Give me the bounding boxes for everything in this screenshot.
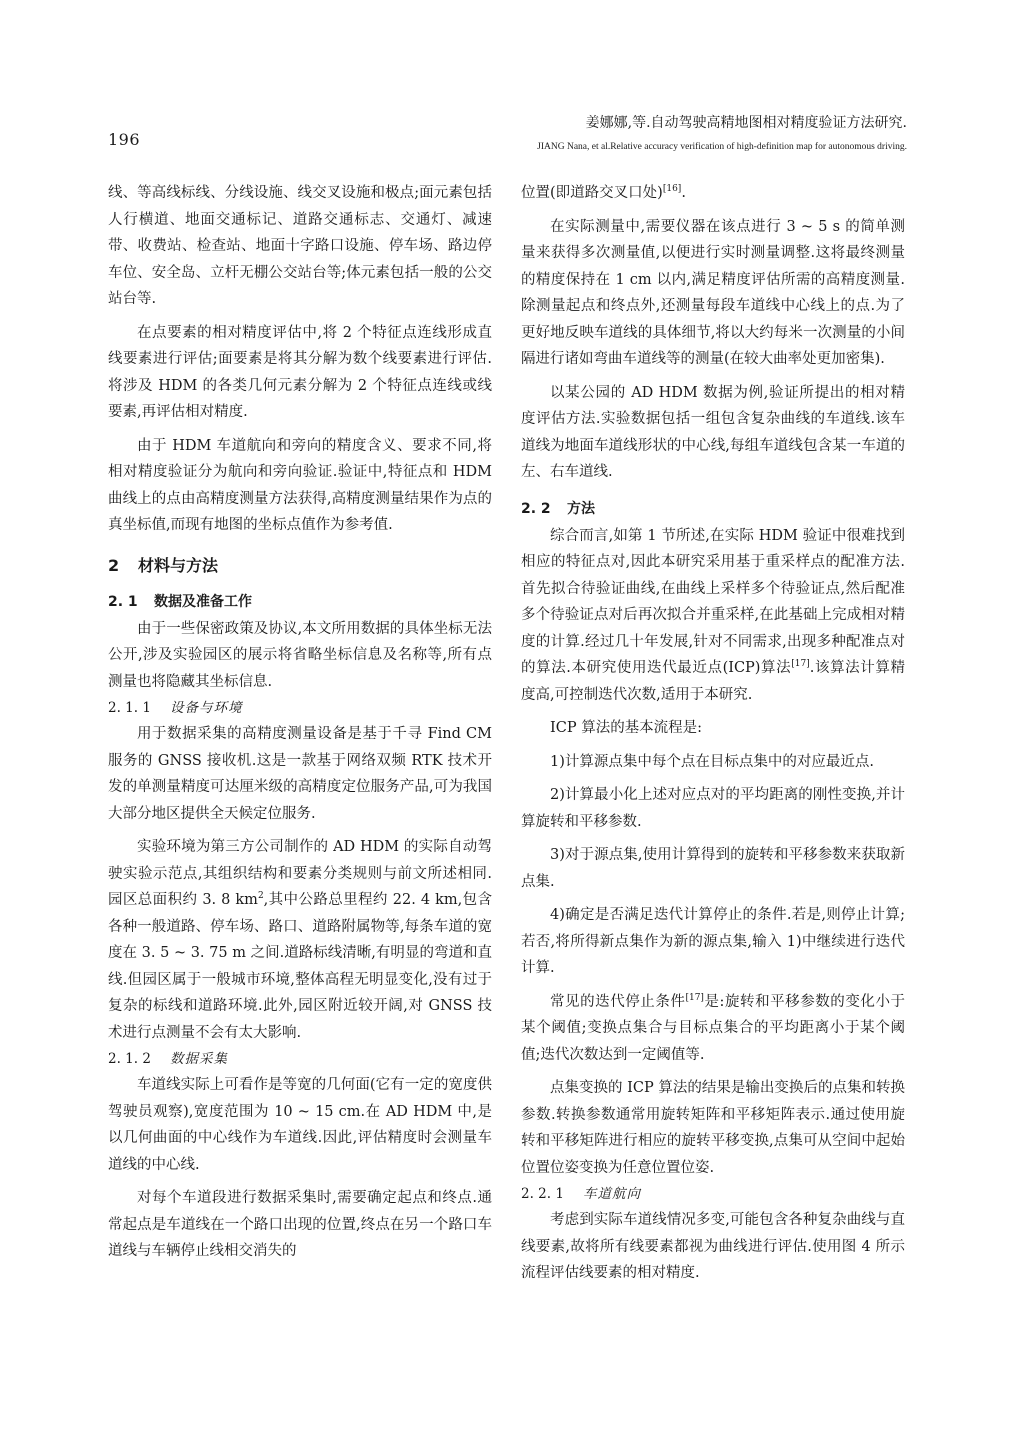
list-item: 4)确定是否满足迭代计算停止的条件.若是,则停止计算;若否,将所得新点集作为新的源点集,输入 1)中继续进行迭代计算. [521, 907, 905, 976]
page-number: 196 [108, 130, 141, 149]
subsection-title: 方法 [567, 500, 595, 517]
subsection-heading [108, 589, 492, 615]
paragraph: 在实际测量中,需要仪器在该点进行 3 ~ 5 s 的简单测量来获得多次测量值,以便进行实时测量调整.这将最终测量的精度保持在 1 cm 以内,满足精度评估所需的高精度测量.除测量起点和终点外,还测量每段车道线中心线上的点.为了更好地反映车道线的具体细节,将以大约每米一次测量的小间隔进行诸如弯曲车道线等的测量(在较大曲率处更加密集). [521, 218, 905, 367]
running-header [537, 113, 907, 155]
right-column [521, 180, 905, 1287]
subsubsection-number: 2. 2. 1 [521, 1186, 564, 1202]
subsection-number: 2. 2 [521, 500, 551, 517]
paragraph: 考虑到实际车道线情况多变,可能包含各种复杂曲线与直线要素,故将所有线要素都视为曲线进行评估.使用图 4 所示流程评估线要素的相对精度. [521, 1212, 905, 1281]
text-run: 是:旋转和平移参数的变化小于某个阈值;变换点集合与目标点集合的平均距离小于某个阈值;迭代次数达到一定阈值等. [521, 993, 906, 1063]
text-run: ,其中公路总里程约 22. 4 km,包含各种一般道路、停车场、路口、道路附属物等,每条车道的宽度在 3. 5 ~ 3. 75 m 之间.道路标线清晰,有明显的弯道和直线.但园区属于一般城市环境,整体高程无明显变化,没有过于复杂的标线和道路环境.此外,园区附近较开阔,对 GNSS 技术进行点测量不会有太大影响. [108, 892, 492, 1041]
citation: [16] [662, 184, 682, 195]
paragraph [521, 523, 905, 709]
section-heading [108, 553, 492, 579]
subsubsection-number: 2. 1. 1 [108, 700, 151, 716]
paragraph: ICP 算法的基本流程是: [550, 720, 703, 736]
paragraph: 点集变换的 ICP 算法的结果是输出变换后的点集和转换参数.转换参数通常用旋转矩阵和平移矩阵表示.通过使用旋转和平移矩阵进行相应的旋转平移变换,点集可从空间中起始位置位姿变换为任意位置位姿. [521, 1080, 905, 1176]
text-run: . [681, 185, 686, 201]
subsection-number: 2. 1 [108, 593, 138, 610]
subsubsection-title: 设备与环境 [170, 700, 243, 716]
subsubsection-title: 数据采集 [170, 1051, 228, 1067]
subsubsection-heading [108, 1046, 492, 1072]
subsection-heading [521, 496, 905, 522]
paragraph: 由于 HDM 车道航向和旁向的精度含义、要求不同,将相对精度验证分为航向和旁向验证.验证中,特征点和 HDM 曲线上的点由高精度测量方法获得,高精度测量结果作为点的真坐标值,而现有地图的坐标点值作为参考值. [108, 437, 492, 533]
subsubsection-heading [521, 1181, 905, 1207]
section-title: 材料与方法 [138, 555, 219, 575]
paragraph: 在点要素的相对精度评估中,将 2 个特征点连线形成直线要素进行评估;面要素是将其分解为数个线要素进行评估.将涉及 HDM 的各类几何元素分解为 2 个特征点连线或线要素,再评估相对精度. [108, 324, 492, 420]
list-item: 3)对于源点集,使用计算得到的旋转和平移参数来获取新点集. [521, 847, 905, 890]
running-header-title-cn: 姜娜娜,等.自动驾驶高精地图相对精度验证方法研究. [585, 115, 907, 131]
superscript: 2 [257, 891, 264, 902]
paragraph [108, 834, 492, 1046]
text-run: 综合而言,如第 1 节所述,在实际 HDM 验证中很难找到相应的特征点对,因此本研究采用基于重采样点的配准方法.首先拟合待验证曲线,在曲线上采样多个待验证点,然后配准多个待验证点对后再次拟合并重采样,在此基础上完成相对精度的计算.经过几十年发展,针对不同需求,出现多种配准点对的算法.本研究使用迭代最近点(ICP)算法 [521, 527, 905, 676]
text-run: .该算法计算精度高,可控制迭代次数,适用于本研究. [521, 660, 905, 703]
citation: [17] [685, 992, 704, 1003]
subsubsection-number: 2. 1. 2 [108, 1051, 151, 1067]
text-run: 实验环境为第三方公司制作的 AD HDM 的实际自动驾驶实验示范点,其组织结构和要素分类规则与前文所述相同.园区总面积约 3. 8 km [108, 839, 492, 908]
paragraph: 由于一些保密政策及协议,本文所用数据的具体坐标无法公开,涉及实验园区的展示将省略坐标信息及名称等,所有点测量也将隐藏其坐标信息. [108, 620, 492, 690]
subsubsection-title: 车道航向 [583, 1186, 641, 1202]
subsection-title: 数据及准备工作 [154, 593, 252, 610]
paragraph: 对每个车道段进行数据采集时,需要确定起点和终点.通常起点是车道线在一个路口出现的位置,终点在另一个路口车道线与车辆停止线相交消失的 [108, 1190, 492, 1259]
subsubsection-heading [108, 695, 492, 721]
paragraph [521, 989, 905, 1069]
list-item: 2)计算最小化上述对应点对的平均距离的刚性变换,并计算旋转和平移参数. [521, 787, 905, 830]
section-number: 2 [108, 555, 120, 575]
paragraph [521, 180, 905, 207]
citation: [17] [791, 659, 810, 670]
paragraph: 车道线实际上可看作是等宽的几何面(它有一定的宽度供驾驶员观察),宽度范围为 10 ~ 15 cm.在 AD HDM 中,是以几何曲面的中心线作为车道线.因此,评估精度时会测量车道线的中心线. [108, 1077, 492, 1173]
list-item: 1)计算源点集中每个点在目标点集中的对应最近点. [550, 753, 874, 770]
text-run: 位置(即道路交叉口处) [521, 185, 663, 201]
paragraph: 用于数据采集的高精度测量设备是基于千寻 Find CM 服务的 GNSS 接收机.这是一款基于网络双频 RTK 技术开发的单测量精度可达厘米级的高精度定位服务产品,可为我国大部分地区提供全天候定位服务. [108, 726, 492, 822]
paragraph: 以某公园的 AD HDM 数据为例,验证所提出的相对精度评估方法.实验数据包括一组包含复杂曲线的车道线.该车道线为地面车道线形状的中心线,每组车道线包含某一车道的左、右车道线. [521, 384, 905, 480]
running-header-title-en: JIANG Nana, et al.Relative accuracy verification of high-definition map for autonomous driving. [537, 142, 907, 152]
paragraph: 线、等高线标线、分线设施、线交叉设施和极点;面元素包括人行横道、地面交通标记、道路交通标志、交通灯、减速带、收费站、检查站、地面十字路口设施、停车场、路边停车位、安全岛、立杆无棚公交站台等;体元素包括一般的公交站台等. [108, 185, 492, 307]
text-run: 常见的迭代停止条件 [550, 993, 686, 1010]
left-column [108, 180, 492, 1265]
